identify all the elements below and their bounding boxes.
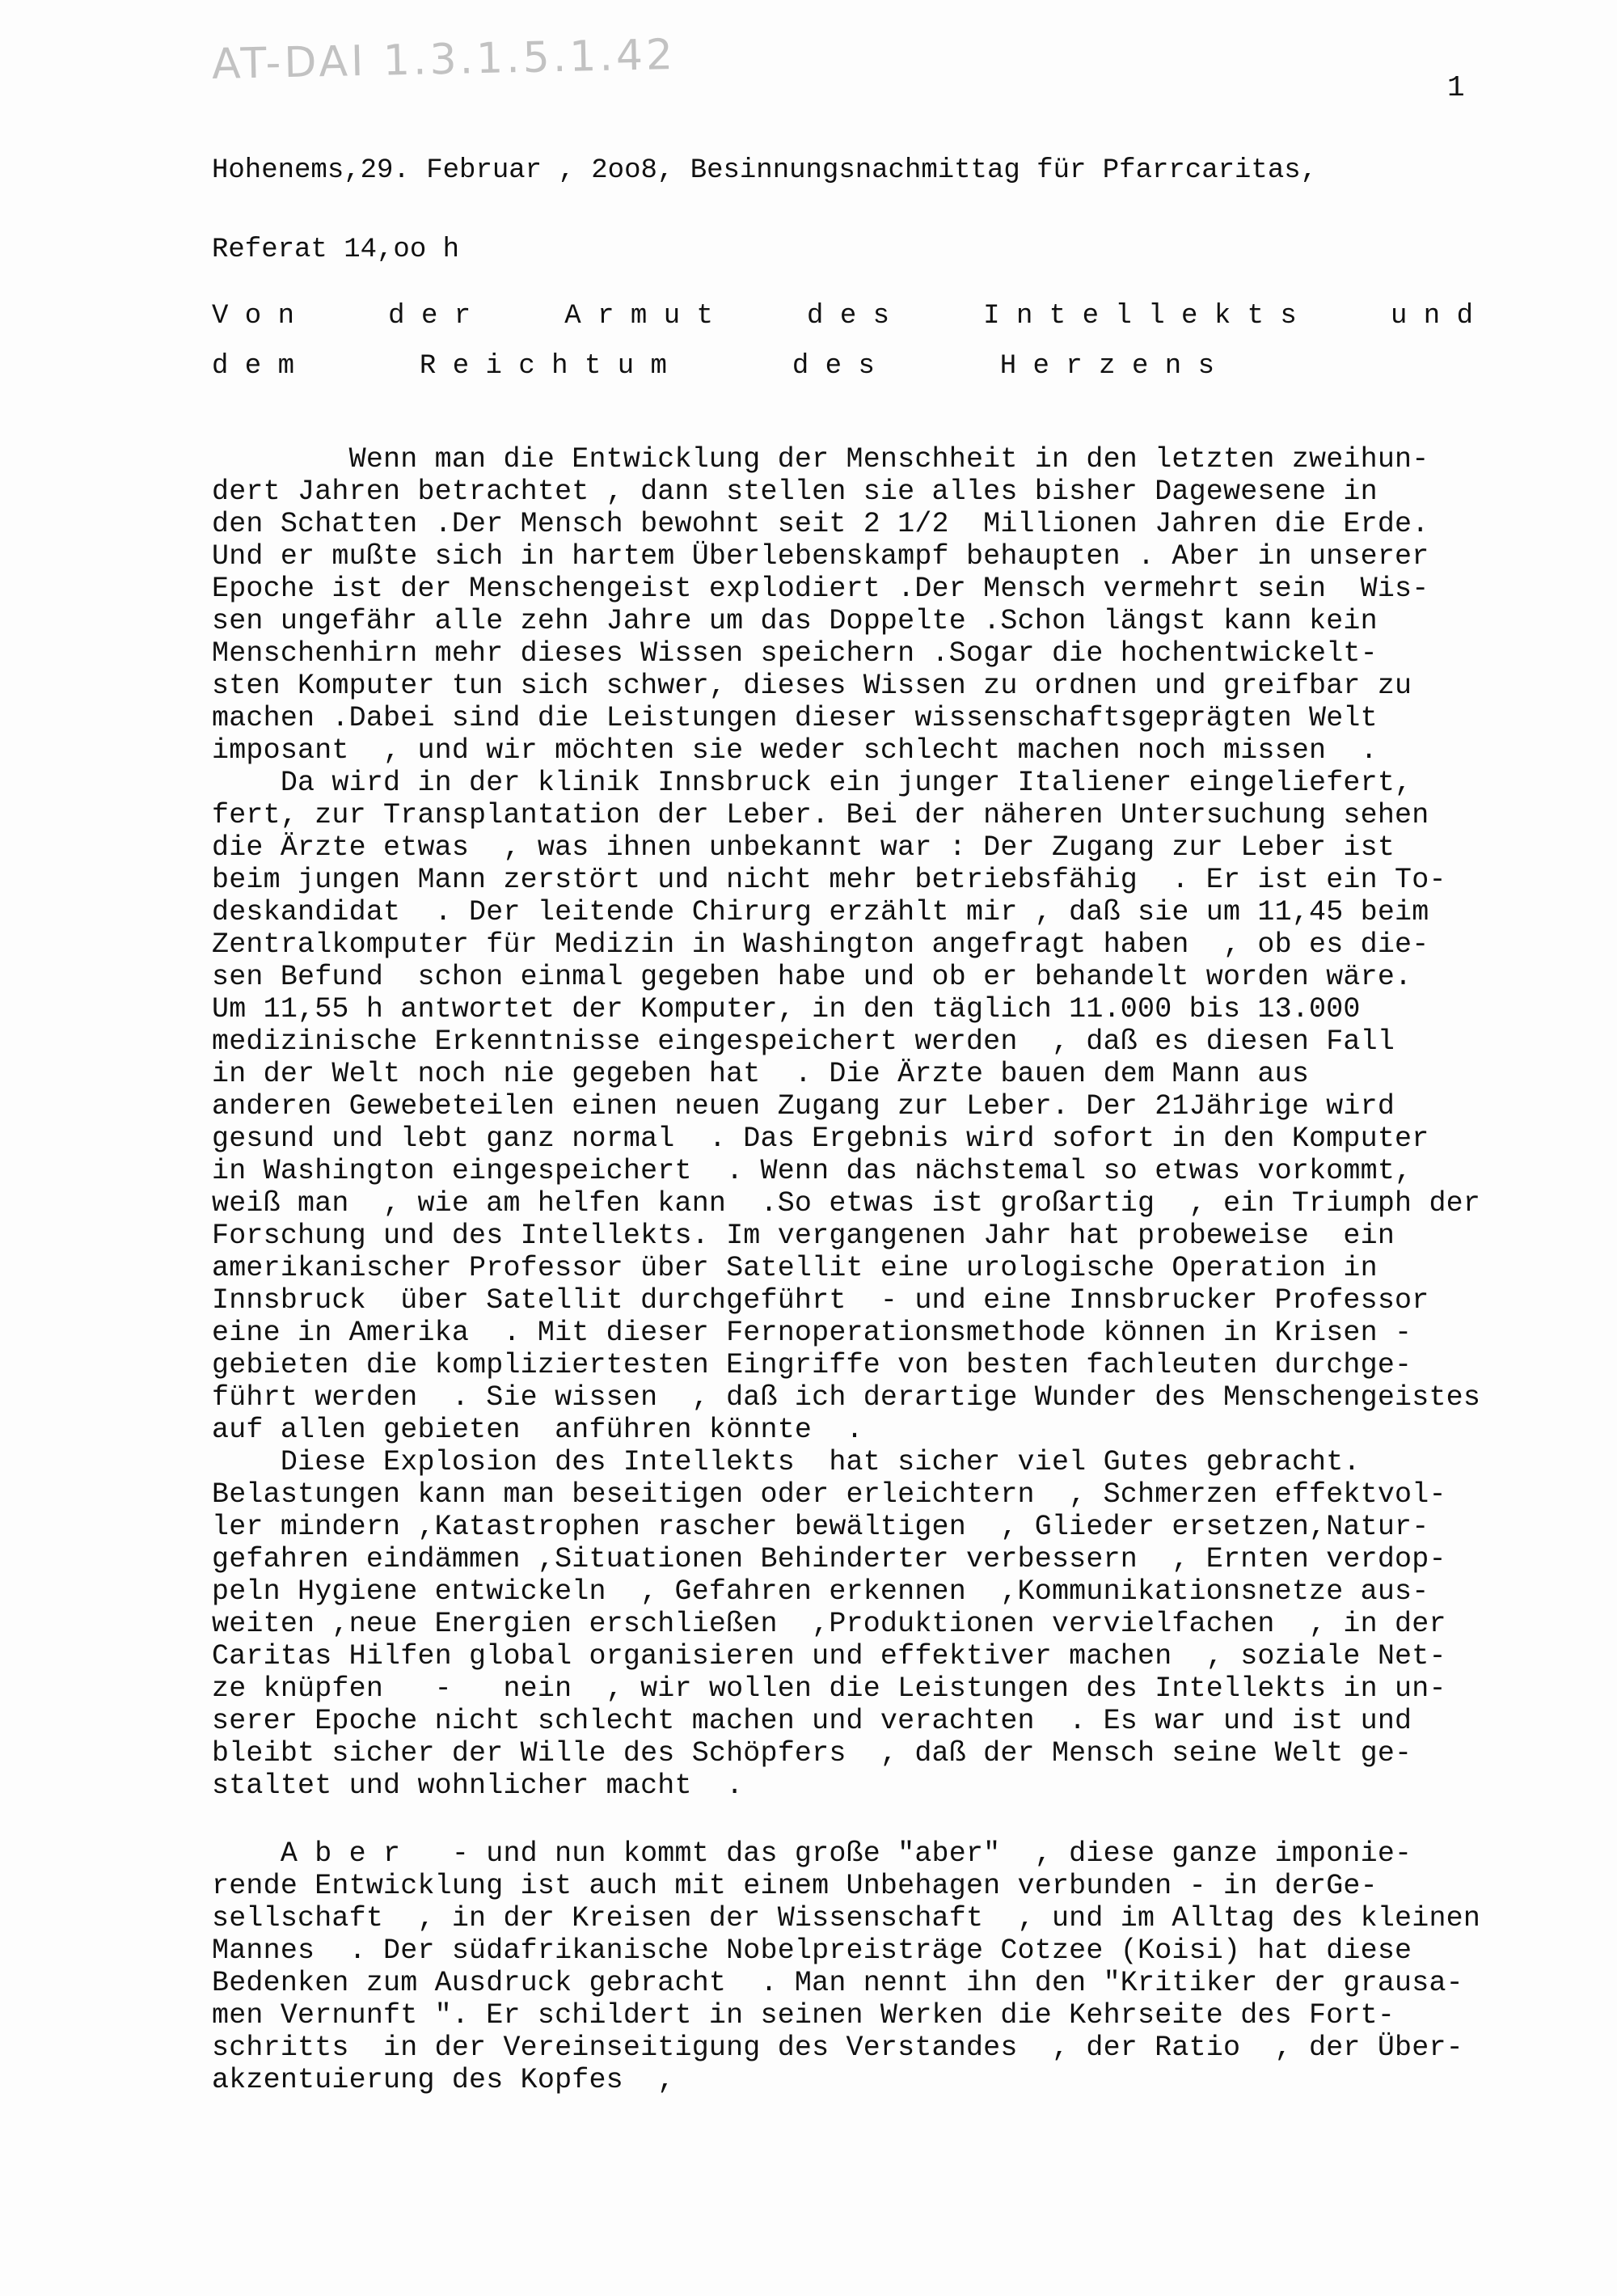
body-paragraph-4: A b e r - und nun kommt das große "aber" , diese ganze imponie- rende Entwicklung ist auch mit einem Unbehagen verbunden - in derGe- sellschaft , in der Kreisen der Wissenschaft , und im Alltag des kleinen Mannes . Der südafrikanische Nobelpreisträge Cotzee (Koisi) hat diese Bedenken zum Ausdruck gebracht . Man nennt ihn den "Kritiker der grausa- men Vernunft ". Er schildert in seinen Werken die Kehrseite des Fort- schritts in der Vereinseitigung des Verstandes , der Ratio , der Über- akzentuierung des Kopfes , bbox=[212, 1837, 1481, 2096]
talk-time-line: Referat 14,oo h bbox=[212, 235, 460, 265]
page-number: 1 bbox=[1447, 71, 1465, 104]
body-paragraph-2: Da wird in der klinik Innsbruck ein junger Italiener eingeliefert, fert, zur Transplantation der Leber. Bei der näheren Untersuchung sehen die Ärzte etwas , was ihnen unbekannt war : Der Zugang zur Leber ist beim jungen Mann zerstört und nicht mehr betriebsfähig . Er ist ein To- deskandidat . Der leitende Chirurg erzählt mir , daß sie um 11,45 beim Zentralkomputer für Medizin in Washington angefragt haben , ob es die- sen Befund schon einmal gegeben habe und ob er behandelt worden wäre. Um 11,55 h antwortet der Komputer, in den täglich 11.000 bis 13.000 medizinische Erkenntnisse eingespeichert werden , daß es diesen Fall in der Welt noch nie gegeben hat . Die Ärzte bauen dem Mann aus anderen Gewebeteilen einen neuen Zugang zur Leber. Der 21Jährige wird gesund und lebt ganz normal . Das Ergebnis wird sofort in den Komputer in Washington eingespeichert . Wenn das nächstemal so etwas vorkommt, weiß man , wie am helfen kann .So etwas ist großartig , ein Triumph der Forschung und des Intellekts. Im vergangenen Jahr hat probeweise ein amerikanischer Professor über Satellit eine urologische Operation in Innsbruck über Satellit durchgeführt - und eine Innsbrucker Professor eine in Amerika . Mit dieser Fernoperationsmethode können in Krisen - gebieten die kompliziertesten Eingriffe von besten fachleuten durchge- führt werden . Sie wissen , daß ich derartige Wunder des Menschengeistes auf allen gebieten anführen könnte . bbox=[212, 767, 1481, 1446]
title-line-2 bbox=[212, 351, 1214, 382]
title-line-1 bbox=[212, 301, 1473, 332]
title-word: R e i c h t u m bbox=[419, 351, 667, 382]
title-word: u n d bbox=[1390, 301, 1473, 332]
title-word: A r m u t bbox=[564, 301, 713, 332]
title-word: H e r z e n s bbox=[999, 351, 1214, 382]
title-word: d e m bbox=[212, 351, 295, 382]
body-paragraph-3: Diese Explosion des Intellekts hat sicher viel Gutes gebracht. Belastungen kann man beseitigen oder erleichtern , Schmerzen effektvol- ler mindern ,Katastrophen rascher bewältigen , Glieder ersetzen,Natur- gefahren eindämmen ,Situationen Behinderter verbessern , Ernten verdop- peln Hygiene entwickeln , Gefahren erkennen ,Kommunikationsnetze aus- weiten ,neue Energien erschließen ,Produktionen vervielfachen , in der Caritas Hilfen global organisieren und effektiver machen , soziale Net- ze knüpfen - nein , wir wollen die Leistungen des Intellekts in un- serer Epoche nicht schlecht machen und verachten . Es war und ist und bleibt sicher der Wille des Schöpfers , daß der Mensch seine Welt ge- staltet und wohnlicher macht . bbox=[212, 1446, 1446, 1802]
archive-reference-stamp: AT-DAI 1.3.1.5.1.42 bbox=[211, 30, 677, 90]
title-word: I n t e l l e k t s bbox=[983, 301, 1297, 332]
title-word: d e s bbox=[792, 351, 875, 382]
body-paragraph-1: Wenn man die Entwicklung der Menschheit in den letzten zweihun- dert Jahren betrachtet , dann stellen sie alles bisher Dagewesene in den Schatten .Der Mensch bewohnt seit 2 1/2 Millionen Jahren die Erde. Und er mußte sich in hartem Überlebenskampf behaupten . Aber in unserer Epoche ist der Menschengeist explodiert .Der Mensch vermehrt sein Wis- sen ungefähr alle zehn Jahre um das Doppelte .Schon längst kann kein Menschenhirn mehr dieses Wissen speichern .Sogar die hochentwickelt- sten Komputer tun sich schwer, dieses Wissen zu ordnen und greifbar zu machen .Dabei sind die Leistungen dieser wissenschaftsgeprägten Welt imposant , und wir möchten sie weder schlecht machen noch missen . bbox=[212, 443, 1429, 767]
title-word: V o n bbox=[212, 301, 295, 332]
title-word: d e r bbox=[388, 301, 471, 332]
place-date-event-line: Hohenems,29. Februar , 2oo8, Besinnungsnachmittag für Pfarrcaritas, bbox=[212, 155, 1318, 186]
title-word: d e s bbox=[807, 301, 890, 332]
